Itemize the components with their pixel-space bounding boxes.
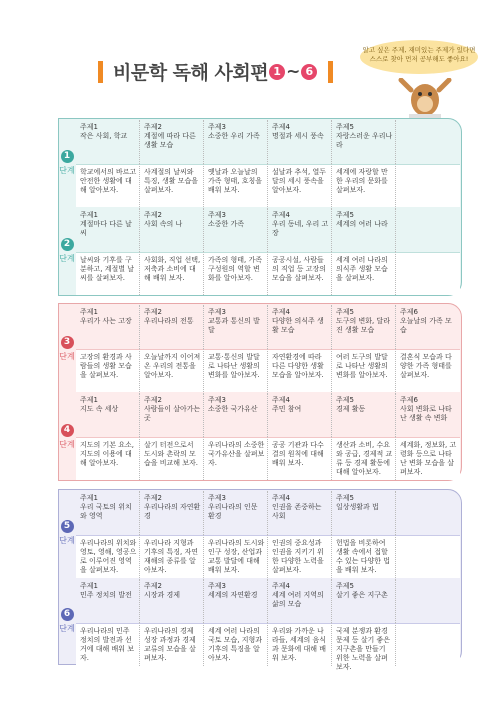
topic-cell [140,120,204,164]
topic-title: 다양한 의식주 생활 모습 [272,317,324,334]
topic-cell [396,393,460,437]
topic-title: 우리나라의 전통 [144,317,194,325]
topic-title: 계절에 따라 다른 생활 모습 [144,132,196,149]
bubble-line-1: 알고 싶은 주제, 재미있는 주제가 있다면 [362,46,476,54]
stage-row-1 [76,120,462,207]
topic-number: 주제5 [336,123,354,131]
topic-number: 주제3 [208,582,226,590]
description-cell: 설날과 추석, 열두 달의 세시 풍속을 알아보자. [268,164,332,207]
topic-number: 주제3 [208,308,226,316]
description-cell [396,164,460,207]
description-cell: 세계에 자랑할 만한 우리의 문화를 살펴보자. [332,164,396,207]
stage-row-4 [76,393,462,480]
topic-cell [332,491,396,535]
topic-title: 자랑스러운 우리나라 [336,132,393,149]
topic-number: 주제4 [272,396,290,404]
topic-title: 주민 참여 [272,405,302,413]
topic-cell [268,491,332,535]
description-cell: 우리나라의 도시와 인구 성장, 산업과 교통 발달에 대해 배워 보자. [204,535,268,578]
description-row [76,437,462,480]
topic-title: 인권을 존중하는 사회 [272,503,322,520]
topic-number: 주제1 [80,396,98,404]
description-cell: 국제 분쟁과 환경 문제 등 살기 좋은 지구촌을 만들기 위한 노력을 살펴보자. [332,623,396,666]
description-cell [396,623,460,666]
topic-title: 지도 속 세상 [80,405,119,413]
description-cell: 가족의 형태, 가족 구성원의 역할 변화를 알아보자. [204,252,268,295]
stage-label: 단계 [59,536,75,545]
topic-cell [204,491,268,535]
topic-number: 주제2 [144,582,162,590]
description-cell: 여러 도구의 발달로 나타난 생활의 변화를 알아보자. [332,349,396,392]
description-cell: 사회화, 직업 선택, 저축과 소비에 대해 배워 보자. [140,252,204,295]
stage-marker-3 [58,336,76,362]
stage-number: 3 [61,336,74,349]
topic-cell [268,393,332,437]
description-row [76,164,462,207]
stage-number: 2 [61,238,74,251]
topic-cell [268,208,332,252]
description-cell: 오늘날까지 이어져 온 우리의 전통을 알아보자. [140,349,204,392]
topic-number: 주제2 [144,396,162,404]
description-cell: 우리나라의 민주 정치의 발전과 선거에 대해 배워 보자. [76,623,140,666]
description-cell: 날씨와 기후를 구분하고, 계절별 날씨를 살펴보자. [76,252,140,295]
description-cell: 우리나라의 소중한 국가유산을 살펴보자. [204,437,268,480]
topic-number: 주제2 [144,494,162,502]
stage-number: 5 [61,520,74,533]
description-cell: 공공시설, 사람들의 직업 등 고장의 모습을 살펴보자. [268,252,332,295]
description-cell: 세계 여러 나라의 국토 모습, 지형과 기후의 특징을 알아보자. [204,623,268,666]
topic-row [76,393,462,437]
topic-title: 사회 속의 나 [144,220,183,228]
topic-number: 주제4 [272,123,290,131]
topic-cell [332,305,396,349]
topic-title: 세계의 자연환경 [208,591,258,599]
description-cell: 세계 여러 나라의 의식주 생활 모습을 살펴보자. [332,252,396,295]
topic-number: 주제2 [144,211,162,219]
topic-title: 사회 변화로 나타난 생활 속 변화 [400,405,452,422]
topic-number: 주제1 [80,494,98,502]
stage-row-3 [76,305,462,392]
topic-cell [332,393,396,437]
topic-row [76,208,462,252]
topic-cell [332,208,396,252]
topic-number: 주제2 [144,308,162,316]
topic-title: 세계 여러 지역의 삶의 모습 [272,591,324,608]
stage-marker-4 [58,424,76,450]
topic-title: 시장과 경제 [144,591,181,599]
topic-title: 우리나라의 인문 환경 [208,503,258,520]
title-accent-bar-right [328,61,333,83]
topic-number: 주제5 [336,308,354,316]
topic-cell [76,393,140,437]
topic-number: 주제5 [336,582,354,590]
title-text: 비문학 독해 사회편 [113,62,269,84]
topic-title: 민주 정치의 발전 [80,591,132,599]
title-tilde: ~ [286,61,301,82]
stage-number: 1 [61,150,74,163]
stage-number: 4 [61,424,74,437]
description-cell: 우리나라 지형과 기후의 특징, 자연재해의 종류를 알아보자. [140,535,204,578]
topic-number: 주제6 [400,308,418,316]
topic-title: 도구의 변화, 달라진 생활 모습 [336,317,391,334]
title-num-end: 6 [301,64,317,80]
topic-row [76,305,462,349]
description-cell [396,252,460,295]
topic-cell [76,208,140,252]
topic-cell [140,305,204,349]
topic-title: 세계의 여러 나라 [336,220,388,228]
description-cell: 옛날과 오늘날의 가족 형태, 호칭을 배워 보자. [204,164,268,207]
topic-title: 소중한 가족 [208,220,245,228]
stage-row-2 [76,208,462,295]
topic-cell [204,579,268,623]
stage-marker-1 [58,150,76,176]
topic-title: 사람들이 살아가는 곳 [144,405,201,422]
page-title [98,58,333,85]
bubble-line-2: 스스로 찾아 먼저 공부해도 좋아요! [369,55,469,63]
title-num-start: 1 [269,64,285,80]
speech-bubble [360,40,478,74]
description-cell: 사계절의 날씨와 특징, 생활 모습을 살펴보자. [140,164,204,207]
topic-number: 주제4 [272,211,290,219]
topic-cell [204,208,268,252]
topic-number: 주제1 [80,582,98,590]
description-cell: 살기 터전으로서 도시와 촌락의 모습을 비교해 보자. [140,437,204,480]
description-row [76,623,462,671]
topic-title: 명절과 세시 풍속 [272,132,324,140]
description-cell: 세계화, 정보화, 고령화 등으로 나타난 변화 모습을 살펴보자. [396,437,460,480]
topic-number: 주제1 [80,123,98,131]
description-cell: 우리나라의 경제 성장 과정과 경제 교류의 모습을 살펴보자. [140,623,204,666]
topic-row [76,579,462,623]
stage-label: 단계 [59,624,75,633]
topic-number: 주제4 [272,494,290,502]
topic-cell [396,491,460,535]
topic-title: 살기 좋은 지구촌 [336,591,388,599]
topic-number: 주제1 [80,211,98,219]
topic-cell [268,579,332,623]
description-cell: 자연환경에 따라 다른 다양한 생활 모습을 알아보자. [268,349,332,392]
stage-row-6 [76,579,462,671]
description-row [76,349,462,392]
topic-cell [140,579,204,623]
topic-cell [396,120,460,164]
topic-cell [332,120,396,164]
topic-cell [140,393,204,437]
stage-marker-6 [58,608,76,634]
stage-row-5 [76,491,462,578]
topic-number: 주제3 [208,123,226,131]
description-cell: 지도의 기본 요소, 지도의 이용에 대해 알아보자. [76,437,140,480]
description-cell: 공공 기관과 다수결의 원칙에 대해 배워 보자. [268,437,332,480]
stage-label: 단계 [59,352,75,361]
topic-title: 우리 동네, 우리 고장 [272,220,329,237]
description-cell: 고장의 환경과 사람들의 생활 모습을 살펴보자. [76,349,140,392]
topic-row [76,491,462,535]
stage-marker-2 [58,238,76,264]
description-cell: 생산과 소비, 수요와 공급, 경제적 교류 등 경제 활동에 대해 알아보자. [332,437,396,480]
topic-row [76,120,462,164]
topic-cell [140,208,204,252]
mascot-illustration [395,78,455,118]
stage-number: 6 [61,608,74,621]
topic-title: 우리 국토의 위치와 영역 [80,503,132,520]
description-row [76,535,462,578]
topic-title: 경제 활동 [336,405,366,413]
topic-number: 주제4 [272,582,290,590]
topic-title: 우리가 사는 고장 [80,317,132,325]
stage-label: 단계 [59,166,75,175]
description-cell: 결혼식 모습과 다양한 가족 형태를 살펴보자. [396,349,460,392]
topic-cell [76,120,140,164]
topic-cell [396,579,460,623]
stage-marker-5 [58,520,76,546]
description-cell: 학교에서의 바르고 안전한 생활에 대해 알아보자. [76,164,140,207]
topic-cell [268,305,332,349]
topic-number: 주제1 [80,308,98,316]
topic-number: 주제5 [336,396,354,404]
description-cell [396,535,460,578]
topic-cell [204,120,268,164]
description-cell: 교통·통신의 발달로 나타난 생활의 변화를 알아보자. [204,349,268,392]
topic-cell [204,393,268,437]
topic-number: 주제3 [208,494,226,502]
topic-cell [204,305,268,349]
topic-cell [76,305,140,349]
topic-number: 주제6 [400,396,418,404]
topic-number: 주제2 [144,123,162,131]
topic-title: 일상생활과 법 [336,503,379,511]
topic-cell [268,120,332,164]
stage-label: 단계 [59,440,75,449]
description-cell: 우리나라의 위치와 영토, 영해, 영공으로 이루어진 영역을 살펴보자. [76,535,140,578]
topic-title: 작은 사회, 학교 [80,132,128,140]
topic-cell [396,208,460,252]
title-accent-bar [98,61,103,83]
topic-cell [332,579,396,623]
description-cell: 헌법을 비롯하여 생활 속에서 접할 수 있는 다양한 법을 배워 보자. [332,535,396,578]
topic-title: 소중한 우리 가족 [208,132,260,140]
description-cell: 인권의 중요성과 인권을 지키기 위한 다양한 노력을 살펴보자. [268,535,332,578]
topic-title: 계절마다 다른 날씨 [80,220,132,237]
topic-number: 주제5 [336,211,354,219]
topic-title: 소중한 국가유산 [208,405,258,413]
topic-cell [76,579,140,623]
topic-cell [140,491,204,535]
description-row [76,252,462,295]
topic-number: 주제4 [272,308,290,316]
topic-title: 교통과 통신의 발달 [208,317,260,334]
topic-cell [396,305,460,349]
topic-number: 주제3 [208,211,226,219]
topic-number: 주제5 [336,494,354,502]
stage-label: 단계 [59,254,75,263]
topic-number: 주제3 [208,396,226,404]
description-cell: 우리와 가까운 나라들, 세계의 음식과 문화에 대해 배워 보자. [268,623,332,666]
topic-cell [76,491,140,535]
topic-title: 우리나라의 자연환경 [144,503,201,520]
topic-title: 오늘날의 가족 모습 [400,317,452,334]
